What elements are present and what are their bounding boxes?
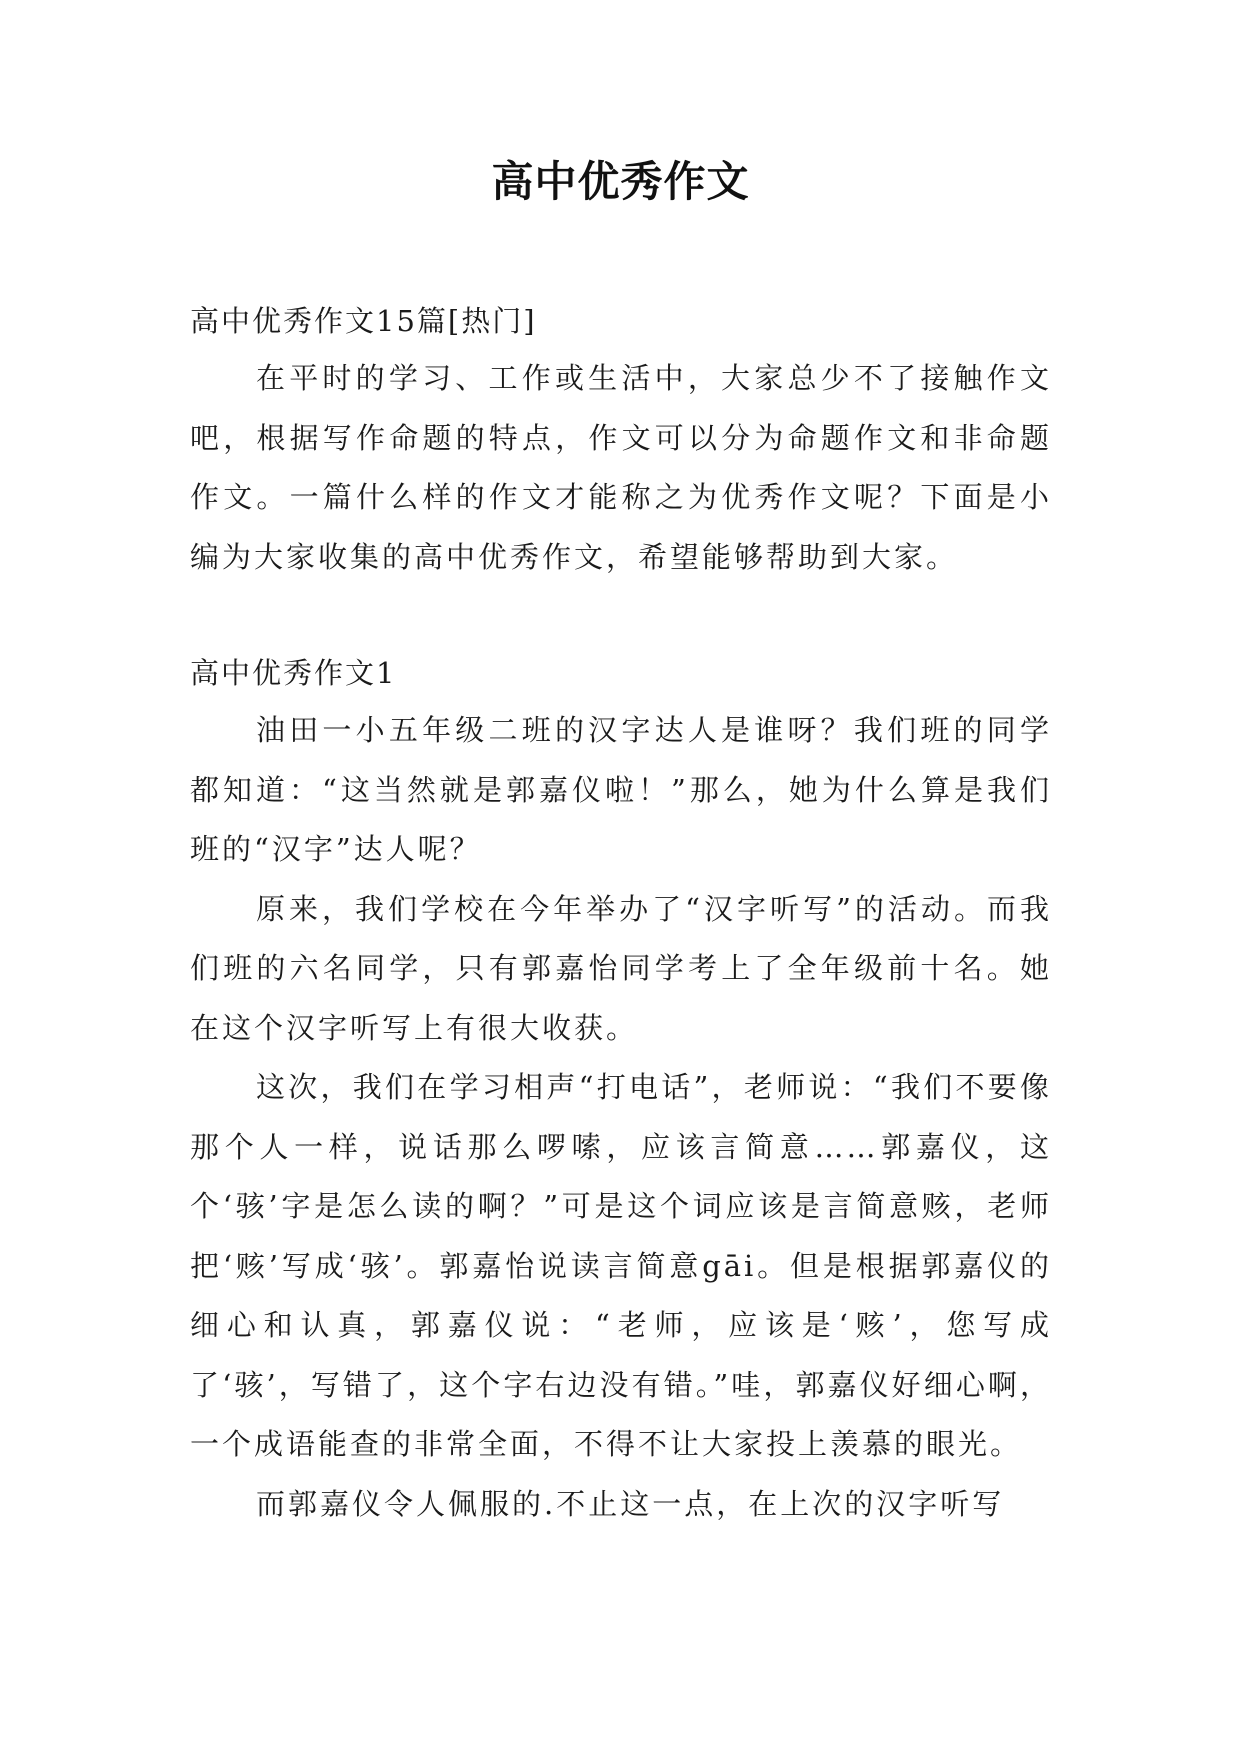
section-heading: 高中优秀作文1	[190, 656, 397, 690]
body-paragraph: 这次，我们在学习相声“打电话”，老师说：“我们不要像那个人一样，说话那么啰嗦，应该言简意……郭嘉仪，这个‘骇’字是怎么读的啊？”可是这个词应该是言简意赅，老师把‘赅’写成‘骇’。郭嘉怡说读言简意gāi。但是根据郭嘉仪的细心和认真，郭嘉仪说：“老师，应该是‘赅’，您写成了‘骇’，写错了，这个字右边没有错。”哇，郭嘉仪好细心啊，一个成语能查的非常全面，不得不让大家投上羡慕的眼光。	[190, 1070, 1052, 1461]
section-spacer	[190, 587, 1052, 645]
body-paragraph: 而郭嘉仪令人佩服的.不止这一点，在上次的汉字听写	[256, 1486, 1005, 1521]
body-paragraph: 油田一小五年级二班的汉字达人是谁呀？我们班的同学都知道：“这当然就是郭嘉仪啦！”那么，她为什么算是我们班的“汉字”达人呢？	[190, 713, 1052, 866]
page-title: 高中优秀作文	[491, 157, 750, 206]
document-body	[190, 293, 1052, 1534]
intro-paragraph: 在平时的学习、工作或生活中，大家总少不了接触作文吧，根据写作命题的特点，作文可以分为命题作文和非命题作文。一篇什么样的作文才能称之为优秀作文呢？下面是小编为大家收集的高中优秀作文，希望能够帮助到大家。	[190, 361, 1052, 574]
body-paragraph: 原来，我们学校在今年举办了“汉字听写”的活动。而我们班的六名同学，只有郭嘉怡同学考上了全年级前十名。她在这个汉字听写上有很大收获。	[190, 891, 1052, 1045]
document-subtitle: 高中优秀作文15篇[热门]	[190, 304, 537, 338]
